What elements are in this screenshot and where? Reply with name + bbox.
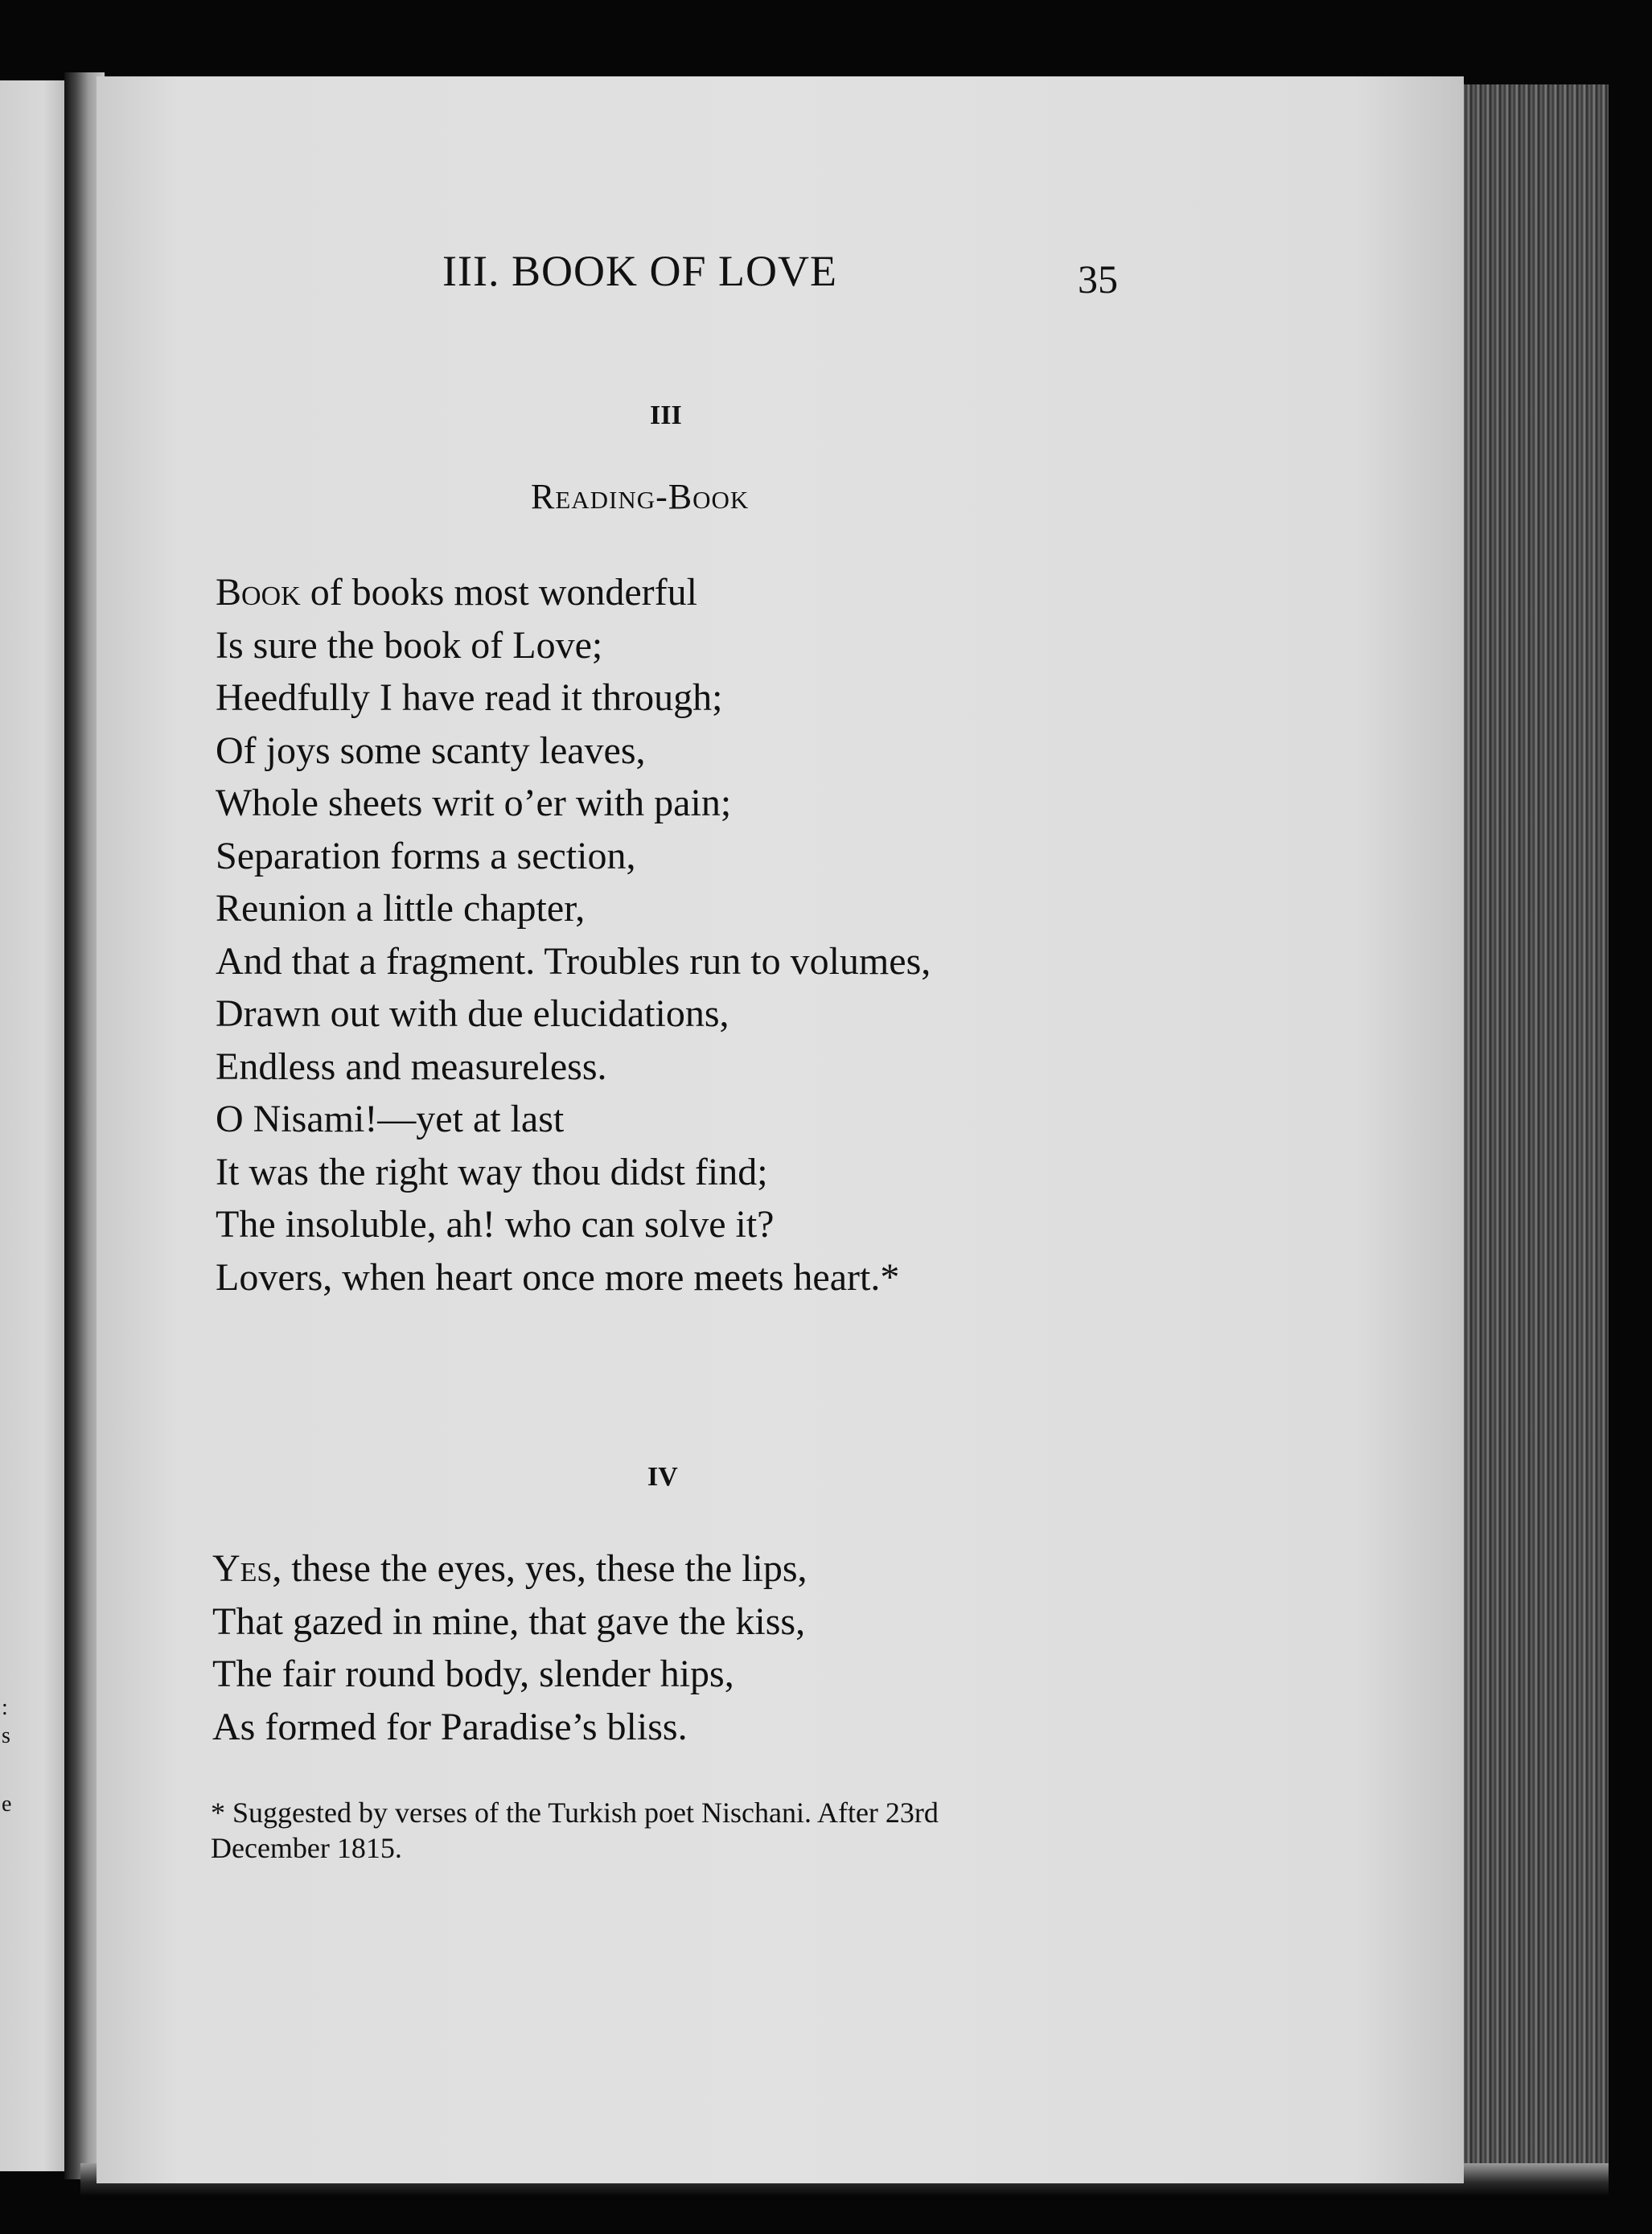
poem-line: Drawn out with due elucidations, — [216, 992, 729, 1035]
poem-line: It was the right way thou didst find; — [216, 1150, 768, 1193]
poem-line: Lovers, when heart once more meets heart.* — [216, 1255, 900, 1299]
poem-line — [216, 566, 931, 619]
poem-line: Endless and measureless. — [216, 1045, 607, 1088]
footnote — [211, 1795, 1120, 1866]
footnote-line: * Suggested by verses of the Turkish poet Nischani. After 23rd — [211, 1797, 939, 1829]
footnote-line: December 1815. — [211, 1832, 402, 1864]
left-page-fragment: e — [2, 1792, 12, 1817]
poem-lead-word: Yes — [212, 1547, 273, 1590]
left-page-fragment: s — [2, 1723, 10, 1748]
poem-iii — [216, 566, 931, 1304]
left-page-fragment: : — [2, 1695, 8, 1720]
poem-line: Of joys some scanty leaves, — [216, 729, 646, 772]
section-iii-numeral: III — [650, 400, 682, 430]
running-head: III. BOOK OF LOVE — [442, 247, 837, 295]
poem-line: Whole sheets writ o’er with pain; — [216, 782, 732, 824]
poem-line: As formed for Paradise’s bliss. — [212, 1705, 688, 1748]
page-fore-edge — [1452, 84, 1609, 2175]
section-iv-numeral: IV — [647, 1462, 678, 1492]
poem-iv — [212, 1542, 808, 1753]
poem-line — [212, 1542, 808, 1595]
poem-line: The insoluble, ah! who can solve it? — [216, 1203, 775, 1246]
poem-line: The fair round body, slender hips, — [212, 1653, 734, 1695]
poem-line: Is sure the book of Love; — [216, 623, 603, 667]
poem-line: Separation forms a section, — [216, 834, 636, 877]
poem-line-text: of books most wonderful — [300, 571, 697, 614]
poem-line: And that a fragment. Troubles run to volumes, — [216, 939, 931, 983]
poem-line-text: , these the eyes, yes, these the lips, — [272, 1547, 808, 1590]
poem-lead-word: Book — [216, 571, 301, 614]
poem-line: Reunion a little chapter, — [216, 887, 586, 930]
left-facing-page — [0, 80, 72, 2171]
poem-line: That gazed in mine, that gave the kiss, — [212, 1600, 806, 1643]
section-iii-title: Reading-Book — [531, 477, 750, 516]
poem-line: Heedfully I have read it through; — [216, 676, 723, 719]
page-number: 35 — [1078, 257, 1118, 302]
poem-line: O Nisami!—yet at last — [216, 1098, 565, 1140]
